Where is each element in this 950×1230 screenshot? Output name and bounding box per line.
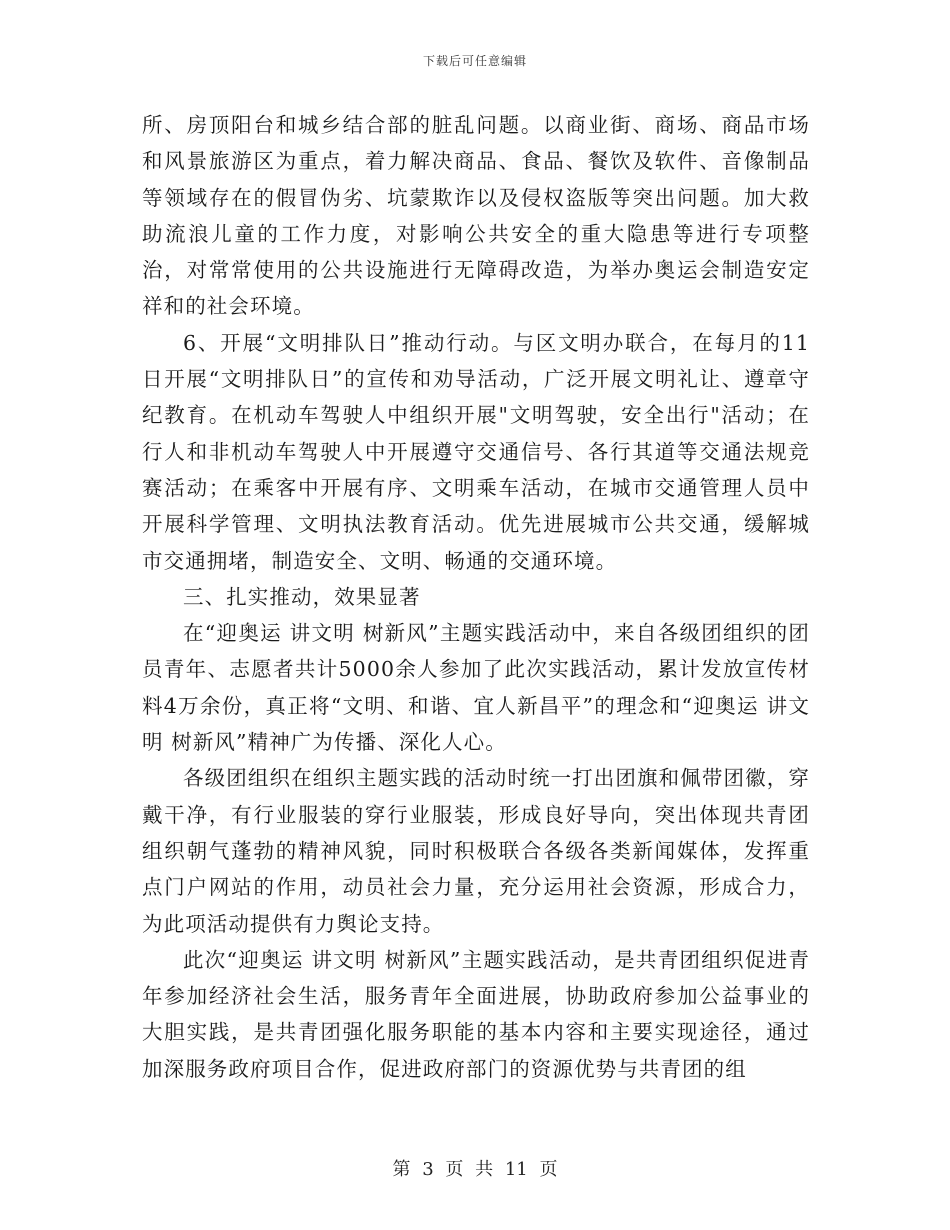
- section-heading: 三、扎实推动，效果显著: [183, 584, 421, 609]
- paragraph-5: 此次“迎奥运 讲文明 树新风”主题实践活动，是共青团组织促进青年参加经济社会生活，服务青年全面进展，协助政府参加公益事业的大胆实践，是共青团强化服务职能的基本内容和主要实现途径，通过加深服务政府项目合作，促进政府部门的资源优势与共青团的组: [142, 947, 810, 1081]
- paragraph-1: 所、房顶阳台和城乡结合部的脏乱问题。以商业街、商场、商品市场和风景旅游区为重点，着力解决商品、食品、餐饮及软件、音像制品等领域存在的假冒伪劣、坑蒙欺诈以及侵权盗版等突出问题。加大救助流浪儿童的工作力度，对影响公共安全的重大隐患等进行专项整治，对常常使用的公共设施进行无障碍改造，为举办奥运会制造安定祥和的社会环境。: [142, 113, 810, 319]
- paragraph-3: 在“迎奥运 讲文明 树新风”主题实践活动中，来自各级团组织的团员青年、志愿者共计5000余人参加了此次实践活动，累计发放宣传材料4万余份，真正将“文明、和谐、宜人新昌平”的理念和“迎奥运 讲文明 树新风”精神广为传播、深化人心。: [142, 621, 810, 755]
- paragraph-2: 6、开展“文明排队日”推动行动。与区文明办联合，在每月的11日开展“文明排队日”的宣传和劝导活动，广泛开展文明礼让、遵章守纪教育。在机动车驾驶人中组织开展"文明驾驶，安全出行"活动；在行人和非机动车驾驶人中开展遵守交通信号、各行其道等交通法规竞赛活动；在乘客中开展有序、文明乘车活动，在城市交通管理人员中开展科学管理、文明执法教育活动。优先进展城市公共交通，缓解城市交通拥堵，制造安全、文明、畅通的交通环境。: [142, 330, 810, 573]
- header-note: 下载后可任意编辑: [422, 54, 527, 68]
- document-body: [142, 107, 810, 1087]
- paragraph-4: 各级团组织在组织主题实践的活动时统一打出团旗和佩带团徽，穿戴干净，有行业服装的穿行业服装，形成良好导向，突出体现共青团组织朝气蓬勃的精神风貌，同时积极联合各级各类新闻媒体，发挥重点门户网站的作用，动员社会力量，充分运用社会资源，形成合力，为此项活动提供有力舆论支持。: [142, 766, 810, 936]
- page-number: 第 3 页 共 11 页: [392, 1159, 558, 1180]
